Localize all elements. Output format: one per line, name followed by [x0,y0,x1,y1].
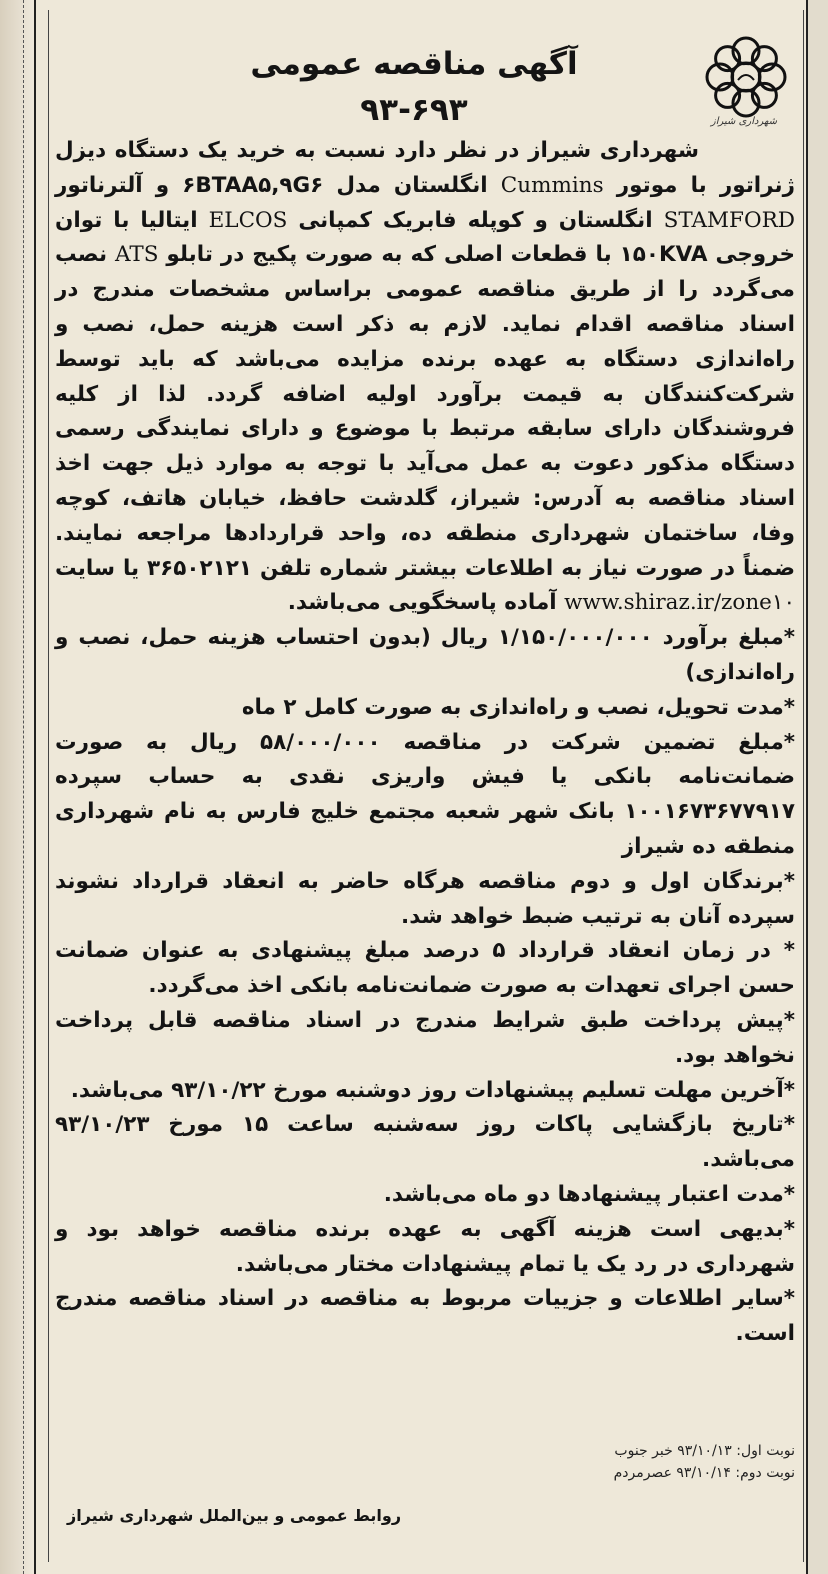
intro-part-c: انگلستان و کوپله فابریک کمپانی [287,207,664,233]
condition-item: *بدیهی است هزینه آگهی به عهده برنده مناقصه خواهد بود و شهرداری در رد یک یا تمام پیشنهادات مختار می‌باشد. [55,1216,795,1277]
notice-number: ۹۳-۶۹۳ [360,92,468,128]
condition-item: *برندگان اول و دوم مناقصه هرگاه حاضر به انعقاد قرارداد نشوند سپرده آنان به ترتیب ضبط خواهد شد. [55,868,795,929]
condition-item: *مبلغ تضمین شرکت در مناقصه ۵۸/۰۰۰/۰۰۰ ریال به صورت ضمانت‌نامه بانکی یا فیش واریزی نقدی به حساب سپرده ۱۰۰۱۶۷۳۶۷۷۹۱۷ بانک شهر شعبه مجتمع خلیج فارس به نام شهرداری منطقه ده شیراز [55,729,796,859]
condition-item: *مبلغ برآورد ۱/۱۵۰/۰۰۰/۰۰۰ ریال (بدون احتساب هزینه حمل، نصب و راه‌اندازی) [55,625,795,685]
coupler-brand: ELCOS [208,207,288,233]
intro-part-a: شهرداری شیراز در نظر دارد نسبت به خرید یک دستگاه دیزل ژنراتور با موتور [55,138,795,198]
intro-part-b: انگلستان مدل ۶BTAA۵,۹G۶ و آلترناتور [55,172,501,198]
signature: روابط عمومی و بین‌الملل شهرداری شیراز [67,1506,402,1525]
website-link: www.shiraz.ir/zone۱۰ [564,590,795,616]
engine-brand: Cummins [500,172,604,198]
publication-first: نوبت اول: ۹۳/۱۰/۱۳ خبر جنوب [614,1443,795,1459]
condition-item: *آخرین مهلت تسلیم پیشنهادات روز دوشنبه مورخ ۹۳/۱۰/۲۲ می‌باشد. [70,1077,795,1103]
panel-brand: ATS [115,242,159,268]
publication-info [55,1440,795,1484]
condition-item: *مدت تحویل، نصب و راه‌اندازی به صورت کامل ۲ ماه [241,694,795,720]
intro-part-e: نصب می‌گردد را از طریق مناقصه عمومی براساس مشخصات مندرج در اسناد مناقصه اقدام نماید. لازم به ذکر است هزینه حمل، نصب و راه‌اندازی دستگاه به عهده برنده مزایده می‌باشد که باید توسط شرکت‌کنندگان به قیمت برآورد اولیه اضافه گردد. لذا از کلیه فروشندگان دارای سابقه مرتبط با موضوع و دارای نمایندگی رسمی دستگاه مذکور دعوت به عمل می‌آید با توجه به موارد ذیل جهت اخذ اسناد مناقصه به آدرس: شیراز، گلدشت حافظ، خیابان هاتف، کوچه وفا، ساختمان شهرداری منطقه ده، واحد قراردادها مراجعه نمایند. ضمناً در صورت نیاز به اطلاعات بیشتر شماره تلفن ۳۶۵۰۲۱۲۱ یا سایت [55,242,795,581]
shiraz-municipality-logo-icon [703,34,789,120]
intro-part-d: ایتالیا با توان خروجی ۱۵۰KVA با قطعات اصلی که به صورت پکیج در تابلو [55,207,795,268]
condition-item: *پیش پرداخت طبق شرایط مندرج در اسناد مناقصه قابل پرداخت نخواهد بود. [55,1007,795,1068]
adjacent-page-edge-left [0,0,36,1574]
condition-item: *تاریخ بازگشایی پاکات روز سه‌شنبه ساعت ۱۵ مورخ ۹۳/۱۰/۲۳ می‌باشد. [55,1112,795,1173]
alternator-brand: STAMFORD [663,207,795,233]
condition-item: *مدت اعتبار پیشنهادها دو ماه می‌باشد. [383,1181,795,1207]
logo-caption: شهرداری شیراز [710,116,777,127]
intro-paragraph [55,134,795,621]
notice-body [55,134,795,1352]
condition-item: * در زمان انعقاد قرارداد ۵ درصد مبلغ پیشنهادی به عنوان ضمانت حسن اجرای تعهدات به صورت ضمانت‌نامه بانکی اخذ می‌گردد. [55,938,795,999]
conditions-list [55,621,795,1352]
condition-item: *سایر اطلاعات و جزییات مربوط به مناقصه در اسناد مناقصه مندرج است. [55,1286,795,1347]
intro-part-f: آماده پاسخگویی می‌باشد. [287,590,565,616]
notice-title: آگهی مناقصه عمومی [250,46,578,82]
tender-notice [48,10,804,1562]
adjacent-page-edge-right [806,0,828,1574]
publication-second: نوبت دوم: ۹۳/۱۰/۱۴ عصرمردم [613,1465,795,1481]
